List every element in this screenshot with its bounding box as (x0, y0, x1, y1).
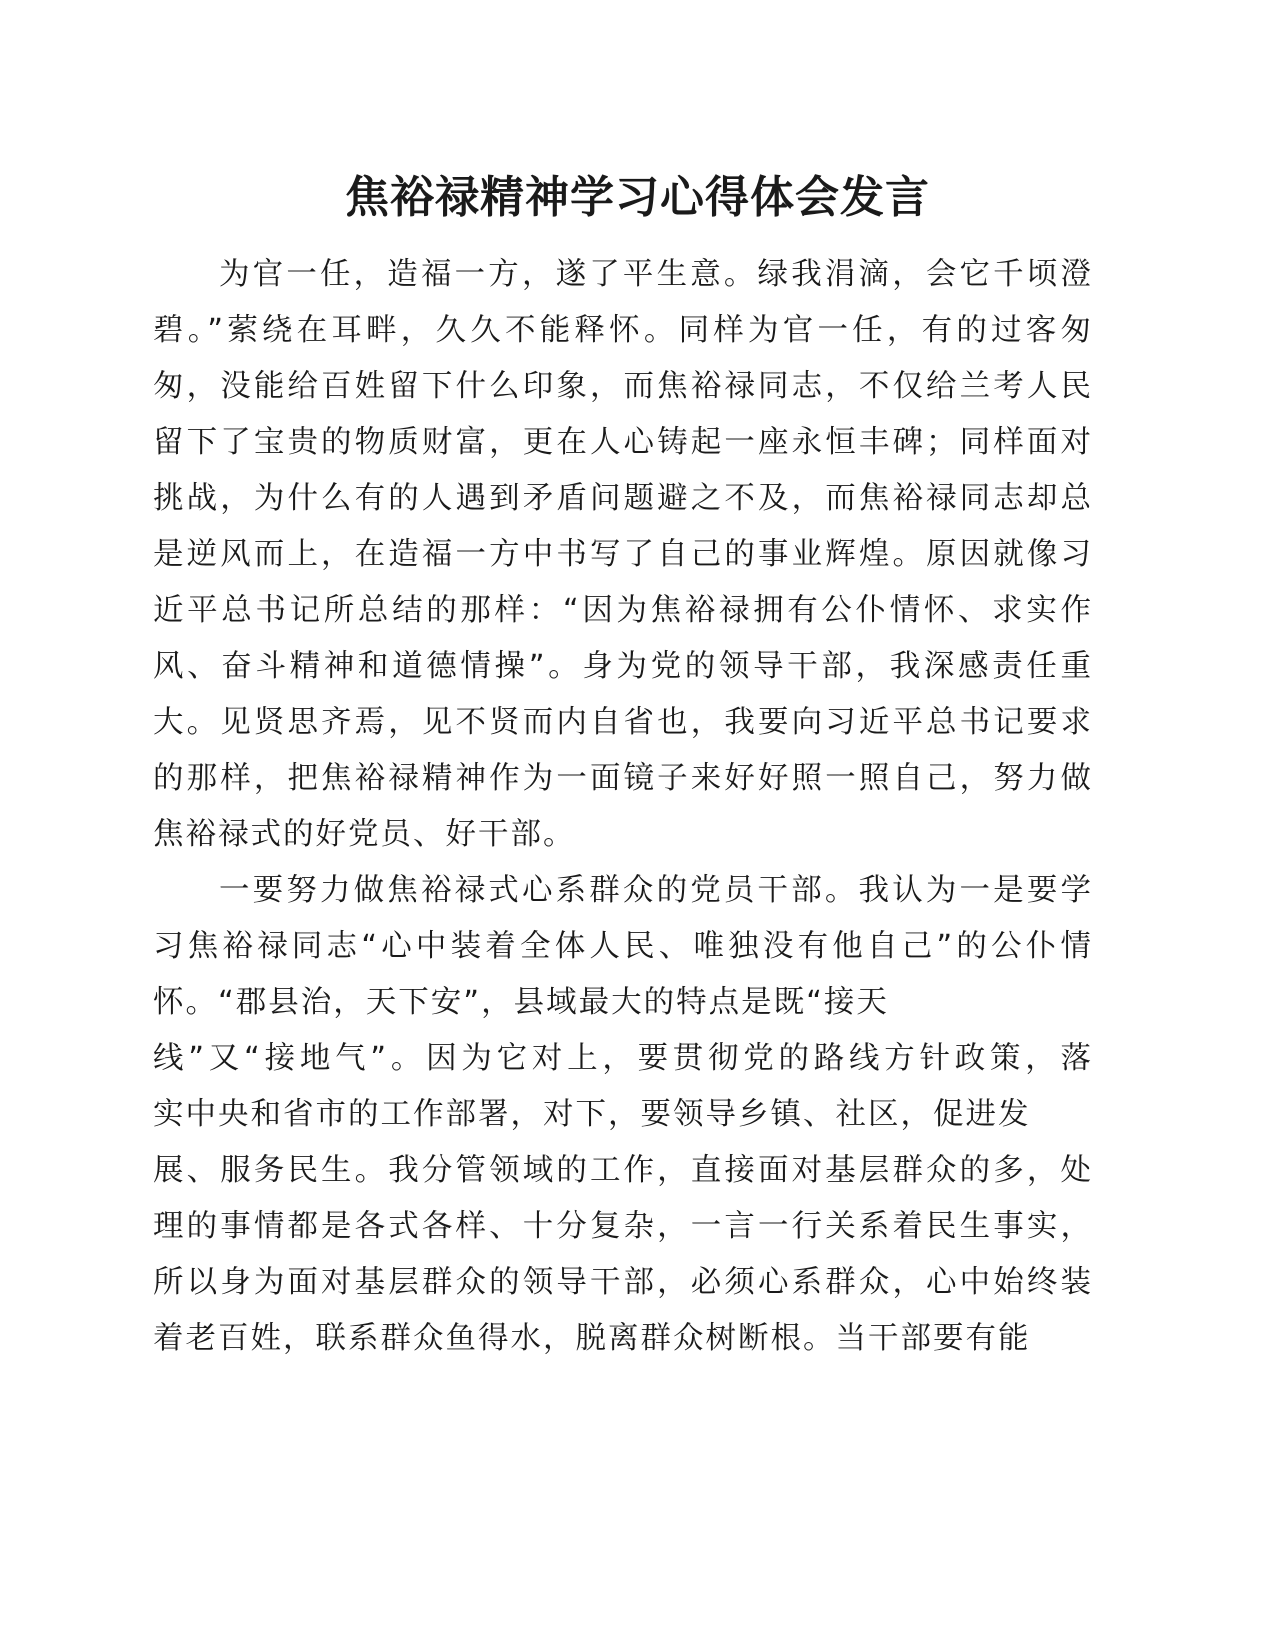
body-line: 大。见贤思齐焉，见不贤而内自省也，我要向习近平总书记要求 (153, 705, 1093, 740)
body-line: 着老百姓，联系群众鱼得水，脱离群众树断根。当干部要有能 (153, 1321, 1031, 1356)
body-line: 匆，没能给百姓留下什么印象，而焦裕禄同志，不仅给兰考人民 (153, 369, 1093, 404)
body-line: 碧。”萦绕在耳畔，久久不能释怀。同样为官一任，有的过客匆 (153, 313, 1093, 348)
body-line: 实中央和省市的工作部署，对下，要领导乡镇、社区，促进发 (153, 1097, 1031, 1132)
body-line: 焦裕禄式的好党员、好干部。 (153, 817, 576, 852)
body-line: 展、服务民生。我分管领域的工作，直接面对基层群众的多，处 (153, 1153, 1093, 1188)
body-line: 线”又“接地气”。因为它对上，要贯彻党的路线方针政策，落 (153, 1041, 1093, 1076)
body-line: 留下了宝贵的物质财富，更在人心铸起一座永恒丰碑；同样面对 (153, 425, 1093, 460)
body-line: 所以身为面对基层群众的领导干部，必须心系群众，心中始终装 (153, 1265, 1093, 1300)
body-line: 挑战，为什么有的人遇到矛盾问题避之不及，而焦裕禄同志却总 (153, 481, 1093, 516)
body-line: 近平总书记所总结的那样：“因为焦裕禄拥有公仆情怀、求实作 (153, 593, 1093, 628)
body-line: 一要努力做焦裕禄式心系群众的党员干部。我认为一是要学 (219, 873, 1093, 908)
body-line: 的那样，把焦裕禄精神作为一面镜子来好好照一照自己，努力做 (153, 761, 1093, 796)
body-line: 是逆风而上，在造福一方中书写了自己的事业辉煌。原因就像习 (153, 537, 1093, 572)
body-line: 为官一任，造福一方，遂了平生意。绿我涓滴，会它千顷澄 (219, 257, 1093, 292)
body-line: 风、奋斗精神和道德情操”。身为党的领导干部，我深感责任重 (153, 649, 1093, 684)
body-line: 怀。“郡县治，天下安”，县域最大的特点是既“接天 (153, 985, 889, 1020)
body-line: 理的事情都是各式各样、十分复杂，一言一行关系着民生事实， (153, 1209, 1093, 1244)
document-title: 焦裕禄精神学习心得体会发言 (345, 172, 930, 223)
body-line: 习焦裕禄同志“心中装着全体人民、唯独没有他自己”的公仆情 (153, 929, 1093, 964)
